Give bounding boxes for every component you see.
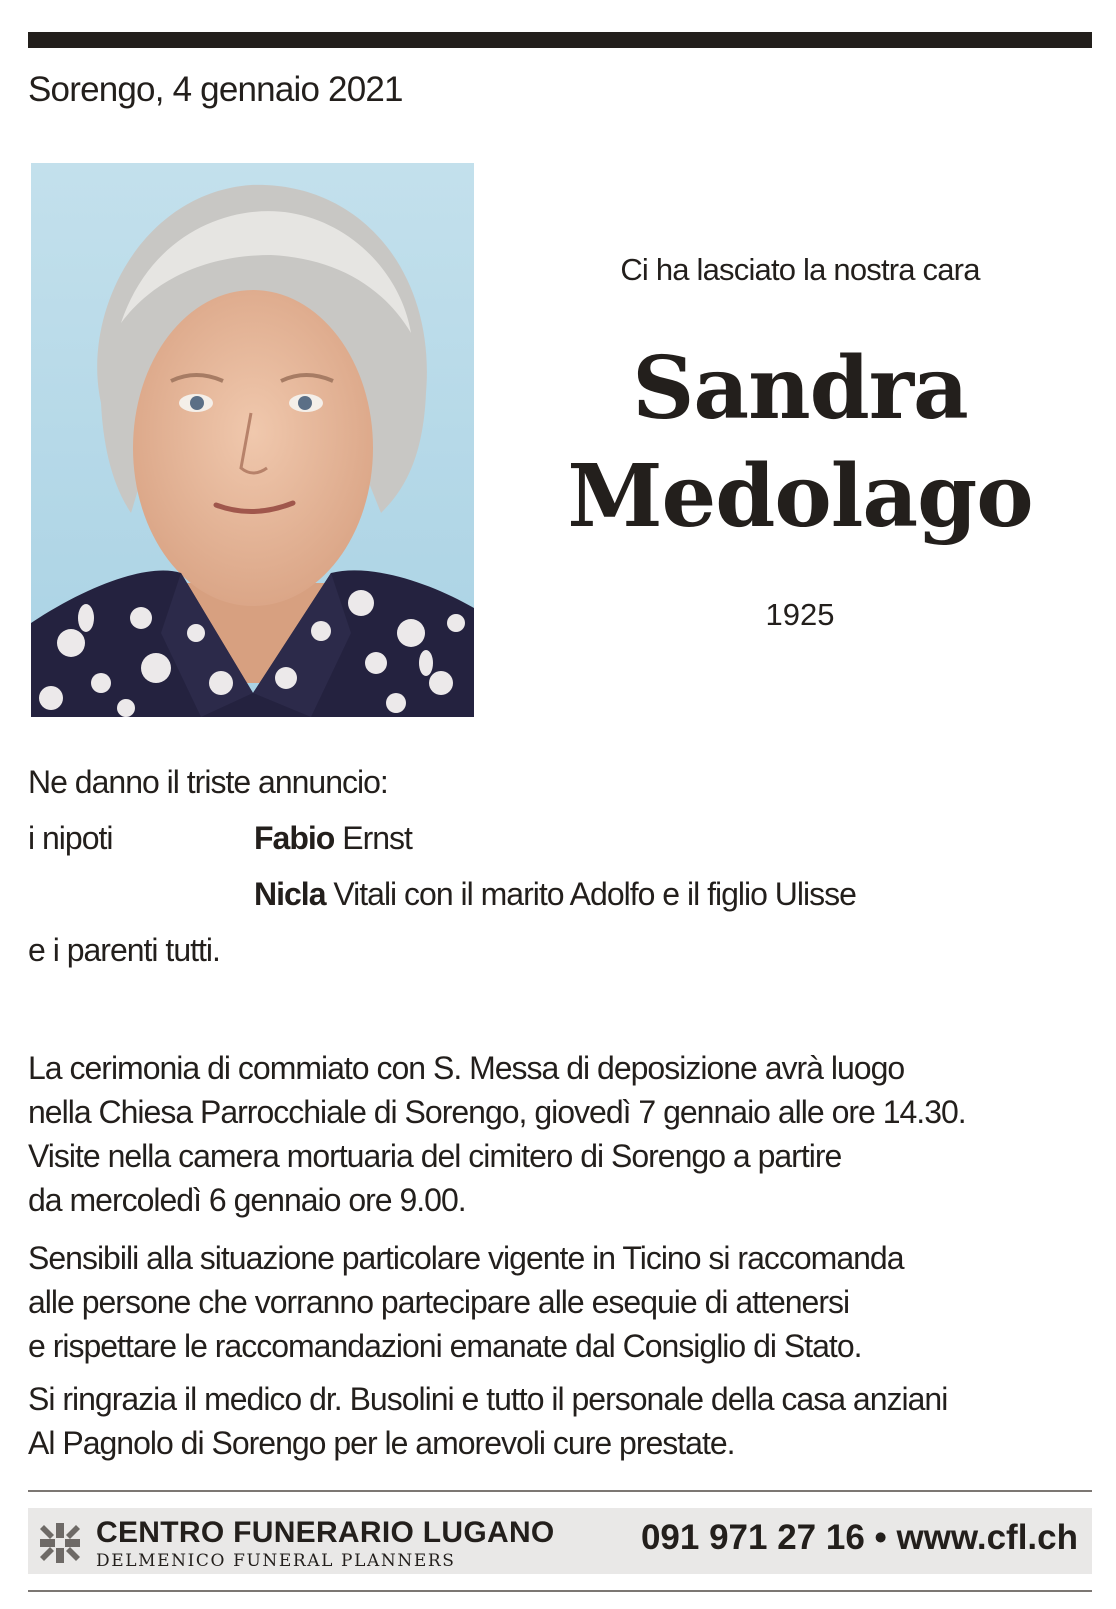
text-line: Al Pagnolo di Sorengo per le amorevoli cure prestate. bbox=[28, 1425, 735, 1461]
divider bbox=[28, 1490, 1092, 1492]
recommendation-paragraph bbox=[28, 1236, 1098, 1368]
cross-logo-icon bbox=[38, 1521, 82, 1565]
group-label: i nipoti bbox=[28, 820, 113, 856]
mourner-row bbox=[254, 818, 412, 858]
thanks-paragraph bbox=[28, 1377, 1098, 1465]
deceased-name bbox=[510, 335, 1090, 551]
mourner-first-name: Nicla bbox=[254, 876, 326, 912]
portrait-illustration bbox=[31, 163, 474, 717]
mourner-rest: Vitali con il marito Adolfo e il figlio Ulisse bbox=[333, 876, 856, 912]
bottom-divider bbox=[28, 1590, 1092, 1592]
first-name: Sandra bbox=[632, 338, 968, 439]
text-line: La cerimonia di commiato con S. Messa di deposizione avrà luogo bbox=[28, 1050, 905, 1086]
last-name: Medolago bbox=[567, 446, 1033, 547]
portrait-photo bbox=[31, 163, 474, 717]
funeral-home-subtitle: DELMENICO FUNERAL PLANNERS bbox=[96, 1551, 456, 1571]
mourner-row bbox=[254, 874, 856, 914]
funeral-home-name: CENTRO FUNERARIO LUGANO bbox=[96, 1516, 555, 1549]
text-line: nella Chiesa Parrocchiale di Sorengo, giovedì 7 gennaio alle ore 14.30. bbox=[28, 1094, 966, 1130]
funeral-home-footer bbox=[28, 1508, 1092, 1574]
birth-year: 1925 bbox=[765, 597, 835, 632]
text-line: Sensibili alla situazione particolare vigente in Ticino si raccomanda bbox=[28, 1240, 904, 1276]
contact-info: 091 971 27 16 • www.cfl.ch bbox=[640, 1518, 1078, 1557]
text-line: Si ringrazia il medico dr. Busolini e tutto il personale della casa anziani bbox=[28, 1381, 948, 1417]
mourner-first-name: Fabio bbox=[254, 820, 335, 856]
text-line: alle persone che vorranno partecipare alle esequie di attenersi bbox=[28, 1284, 850, 1320]
mourner-rest: Ernst bbox=[342, 820, 412, 856]
top-rule bbox=[28, 32, 1092, 48]
text-line: e rispettare le raccomandazioni emanate dal Consiglio di Stato. bbox=[28, 1328, 862, 1364]
text-line: Visite nella camera mortuaria del cimitero di Sorengo a partire bbox=[28, 1138, 842, 1174]
intro-line: Ci ha lasciato la nostra cara bbox=[620, 252, 980, 287]
ceremony-paragraph bbox=[28, 1046, 1098, 1222]
text-line: da mercoledì 6 gennaio ore 9.00. bbox=[28, 1182, 466, 1218]
dateline: Sorengo, 4 gennaio 2021 bbox=[28, 70, 403, 109]
announcement-heading: Ne danno il triste annuncio: bbox=[28, 764, 388, 800]
closing-line: e i parenti tutti. bbox=[28, 932, 220, 968]
